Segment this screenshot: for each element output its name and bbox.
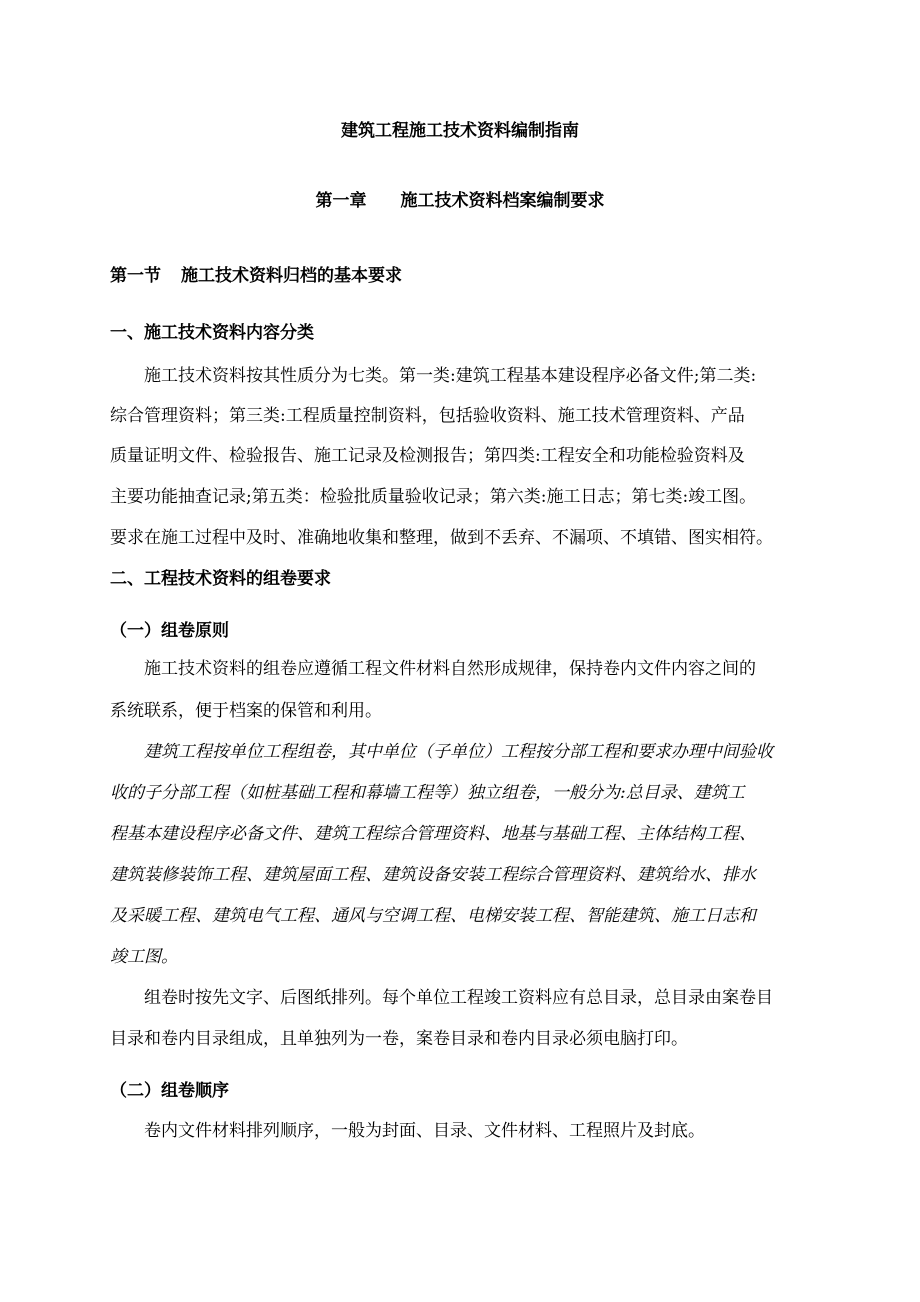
paragraph-line: 主要功能抽查记录;第五类：检验批质量验收记录；第六类:施工日志；第七类:竣工图。 [110,487,757,507]
paragraph-line: 建筑装修装饰工程、建筑屋面工程、建筑设备安装工程综合管理资料、建筑给水、排水 [110,865,756,885]
paragraph-line: 要求在施工过程中及时、准确地收集和整理，做到不丢弃、不漏项、不填错、图实相符。 [110,528,773,548]
sub1-heading: （一）组卷原则 [110,621,229,641]
paragraph-line: 及采暖工程、建筑电气工程、通风与空调工程、电梯安装工程、智能建筑、施工日志和 [110,906,756,926]
paragraph-line: 卷内文件材料排列顺序，一般为封面、目录、文件材料、工程照片及封底。 [144,1121,705,1141]
chapter-title: 施工技术资料档案编制要求 [400,191,605,211]
paragraph-line: 施工技术资料的组卷应遵循工程文件材料自然形成规律，保持卷内文件内容之间的 [144,659,756,679]
paragraph-line: 施工技术资料按其性质分为七类。第一类:建筑工程基本建设程序必备文件;第二类: [144,366,757,386]
paragraph-line: 竣工图。 [110,947,178,967]
part1-heading: 一、施工技术资料内容分类 [110,323,314,343]
section-heading [110,265,402,287]
chapter-heading [0,190,920,212]
paragraph-line: 系统联系，便于档案的保管和利用。 [110,701,382,721]
section-number: 第一节 [110,266,161,286]
paragraph-line: 建筑工程按单位工程组卷，其中单位（子单位）工程按分部工程和要求办理中间验收 [144,742,773,762]
paragraph-line: 程基本建设程序必备文件、建筑工程综合管理资料、地基与基础工程、主体结构工程、 [110,824,756,844]
paragraph-line: 质量证明文件、检验报告、施工记录及检测报告；第四类:工程安全和功能检验资料及 [110,446,745,466]
sub2-heading: （二）组卷顺序 [110,1081,229,1101]
paragraph-line: 收的子分部工程（如桩基础工程和幕墙工程等）独立组卷，一般分为:总目录、建筑工 [110,783,745,803]
document-title: 建筑工程施工技术资料编制指南 [341,121,579,141]
paragraph-line: 综合管理资料；第三类:工程质量控制资料，包括验收资料、施工技术管理资料、产品 [110,406,745,426]
chapter-number: 第一章 [315,191,367,211]
section-title: 施工技术资料归档的基本要求 [181,266,402,286]
part2-heading: 二、工程技术资料的组卷要求 [110,569,331,589]
paragraph-line: 组卷时按先文字、后图纸排列。每个单位工程竣工资料应有总目录，总目录由案卷目 [144,988,773,1008]
paragraph-line: 目录和卷内目录组成，且单独列为一卷，案卷目录和卷内目录必须电脑打印。 [110,1029,688,1049]
